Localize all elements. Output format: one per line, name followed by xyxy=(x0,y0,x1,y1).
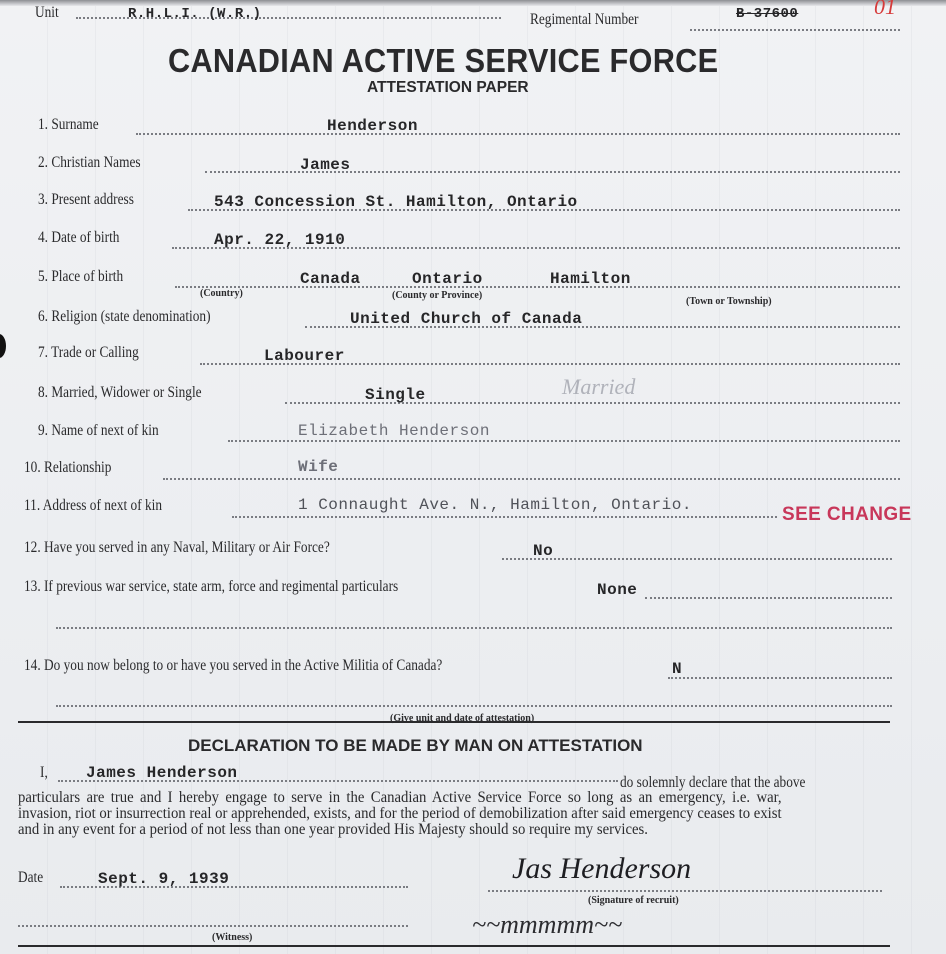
place-of-birth-label: 5. Place of birth xyxy=(38,268,124,285)
pencil-note-married: Married xyxy=(562,374,636,399)
marital-status-label: 8. Married, Widower or Single xyxy=(38,384,202,401)
christian-names-label: 2. Christian Names xyxy=(38,154,141,171)
christian-names-value: James xyxy=(300,156,351,174)
bottom-rule xyxy=(18,945,890,947)
date-value: Sept. 9, 1939 xyxy=(98,870,230,888)
red-annotation: 01 xyxy=(874,0,896,19)
religion-value: United Church of Canada xyxy=(350,310,583,328)
signature-line xyxy=(488,890,882,892)
punch-hole xyxy=(0,334,6,358)
regimental-number-label: Regimental Number xyxy=(530,11,639,28)
relationship-value: Wife xyxy=(298,458,339,476)
prior-service-line xyxy=(502,558,892,560)
religion-label: 6. Religion (state denomination) xyxy=(38,308,211,325)
date-of-birth-label: 4. Date of birth xyxy=(38,229,120,246)
next-of-kin-line xyxy=(228,440,900,442)
next-of-kin-address-value: 1 Connaught Ave. N., Hamilton, Ontario. xyxy=(298,496,692,514)
form-title: CANADIAN ACTIVE SERVICE FORCE xyxy=(168,42,719,79)
trade-label: 7. Trade or Calling xyxy=(38,344,139,361)
declaration-title: DECLARATION TO BE MADE BY MAN ON ATTESTATION xyxy=(188,736,643,755)
place-of-birth-country: Canada xyxy=(300,270,361,288)
declaration-name: James Henderson xyxy=(86,764,238,782)
prior-service-value: No xyxy=(533,542,554,560)
unit-value: R.H.L.I. (W.R.) xyxy=(128,6,262,22)
recruit-signature: Jas Henderson xyxy=(512,852,692,885)
militia-value: N xyxy=(672,660,683,678)
militia-label: 14. Do you now belong to or have you served in the Active Militia of Canada? xyxy=(24,657,443,674)
place-of-birth-town: Hamilton xyxy=(550,270,631,288)
war-service-line-2 xyxy=(56,627,892,629)
country-hint: (Country) xyxy=(200,288,243,299)
unit-label: Unit xyxy=(35,4,59,21)
present-address-label: 3. Present address xyxy=(38,191,134,208)
date-of-birth-value: Apr. 22, 1910 xyxy=(214,231,346,249)
war-service-value: None xyxy=(597,581,638,599)
prior-service-label: 12. Have you served in any Naval, Military or Air Force? xyxy=(24,539,330,556)
next-of-kin-value: Elizabeth Henderson xyxy=(298,422,490,440)
witness-line xyxy=(18,925,408,927)
relationship-line xyxy=(163,478,900,480)
declaration-text: particulars are true and I hereby engage to serve in the Canadian Active Service Force so long as an emergency, i.e. war, invasion, riot or insurrection real or apprehended, exists, and for the period of demobilization after said emergency ceases to exist and in any event for a period of not less than one year provided His Majesty should so require my services. xyxy=(18,789,782,838)
form-subtitle: ATTESTATION PAPER xyxy=(367,79,529,96)
province-hint: (County or Province) xyxy=(392,290,483,301)
militia-hint: (Give unit and date of attestation) xyxy=(390,713,535,724)
date-label: Date xyxy=(18,869,44,886)
place-of-birth-line xyxy=(175,286,900,288)
regimental-number-dotted-line xyxy=(690,29,900,31)
war-service-label: 13. If previous war service, state arm, force and regimental particulars xyxy=(24,578,399,595)
section-divider xyxy=(18,721,890,723)
regimental-number-value: B-37600 xyxy=(736,6,799,22)
war-service-line xyxy=(645,597,892,599)
place-of-birth-province: Ontario xyxy=(412,270,483,288)
surname-value: Henderson xyxy=(327,117,418,135)
present-address-value: 543 Concession St. Hamilton, Ontario xyxy=(214,193,578,211)
militia-line xyxy=(668,677,892,679)
witness-hint: (Witness) xyxy=(212,932,253,943)
witness-signature: ~~mmmmm~~ xyxy=(472,910,623,939)
next-of-kin-address-line xyxy=(232,516,777,518)
surname-line xyxy=(136,133,900,135)
militia-line-2 xyxy=(56,705,892,707)
see-change-stamp: SEE CHANGE xyxy=(782,504,912,525)
declaration-prefix: I, xyxy=(40,764,48,781)
town-hint: (Town or Township) xyxy=(686,296,772,307)
relationship-label: 10. Relationship xyxy=(24,459,112,476)
trade-value: Labourer xyxy=(264,347,345,365)
next-of-kin-address-label: 11. Address of next of kin xyxy=(24,497,163,514)
surname-label: 1. Surname xyxy=(38,116,99,133)
next-of-kin-label: 9. Name of next of kin xyxy=(38,422,159,439)
signature-hint: (Signature of recruit) xyxy=(588,895,679,906)
marital-status-value: Single xyxy=(365,386,426,404)
declaration-text-first: do solemnly declare that the above xyxy=(620,774,806,791)
